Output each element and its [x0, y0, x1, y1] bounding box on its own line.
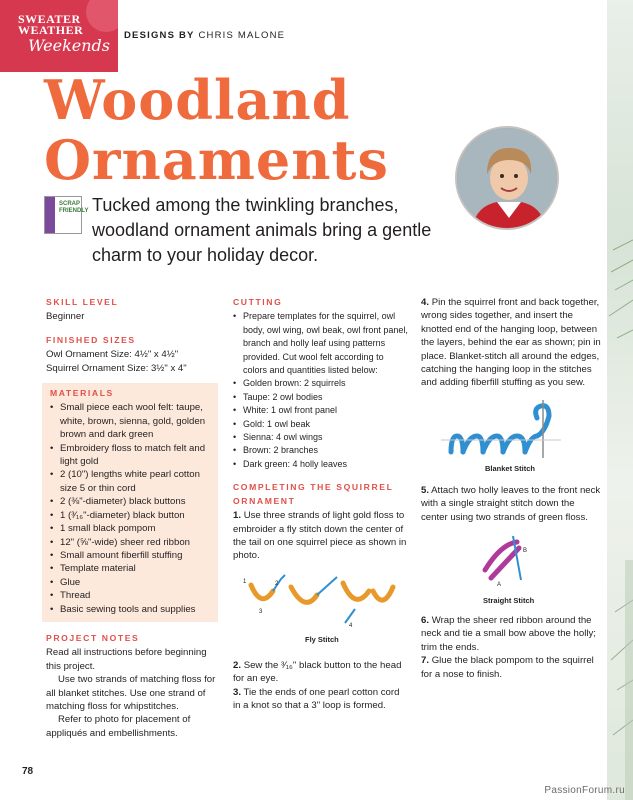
list-item: • Taupe: 2 owl bodies [233, 391, 409, 404]
step-3 [233, 686, 409, 713]
title-line2: Ornaments [44, 128, 389, 192]
byline-prefix: DESIGNS BY [124, 30, 195, 41]
list-item: • 1 small black pompom [50, 522, 214, 535]
list-item: • 2 (⅜"-diameter) black buttons [50, 495, 214, 508]
list-item: • Embroidery floss to match felt and light gold [50, 442, 214, 469]
step-1 [233, 509, 409, 563]
fly-label: 1 [243, 578, 247, 585]
list-item: • Template material [50, 562, 214, 575]
list-item: • White: 1 owl front panel [233, 404, 409, 417]
byline [124, 30, 285, 41]
badge-title [18, 14, 83, 36]
skill-heading: SKILL LEVEL [46, 297, 119, 307]
scrap-icon-line2: FRIENDLY [59, 208, 89, 214]
materials-heading: MATERIALS [50, 388, 114, 399]
step-text: Attach two holly leaves to the front neck with a single straight stitch down the center using two strands of green floss. [421, 484, 601, 523]
blanket-stitch-caption: Blanket Stitch [485, 463, 536, 473]
step-text: Use three strands of light gold floss to embroider a fly stitch down the center of the tail on one squirrel piece as shown in photo. [233, 510, 407, 562]
finished-squirrel: Squirrel Ornament Size: 3½" x 4" [46, 362, 187, 374]
step-text: Tie the ends of one pearl cotton cord in a knot so that a 3" loop is formed. [233, 686, 400, 711]
finished-heading: FINISHED SIZES [46, 334, 136, 345]
notes-p3: Refer to photo for placement of appliqués and embellishments. [46, 714, 191, 739]
fly-stitch-caption: Fly Stitch [305, 634, 339, 644]
step-5 [421, 484, 601, 524]
cutting-intro: • Prepare templates for the squirrel, owl body, owl wing, owl beak, owl front panel, branch and holly leaf using patterns provided. Cut wool felt according to colors and quantities listed below: [233, 310, 409, 377]
cutting-list [233, 310, 409, 471]
straight-label: A [497, 582, 502, 589]
column-3 [421, 296, 601, 681]
list-item: • Small piece each wool felt: taupe, white, brown, sienna, gold, golden brown and dark green [50, 401, 214, 441]
step-number: 2. [233, 659, 242, 671]
notes-heading: PROJECT NOTES [46, 632, 140, 643]
badge-line1: SWEATER [18, 12, 81, 26]
straight-stitch-caption: Straight Stitch [483, 596, 535, 606]
squirrel-heading: COMPLETING THE SQUIRREL ORNAMENT [233, 482, 394, 506]
list-item: • Gold: 1 owl beak [233, 418, 409, 431]
step-number: 7. [421, 655, 430, 667]
page-number: 78 [22, 766, 34, 777]
list-item: • Dark green: 4 holly leaves [233, 458, 409, 471]
column-1 [46, 296, 218, 740]
list-item: • Basic sewing tools and supplies [50, 603, 214, 616]
step-6 [421, 614, 601, 654]
step-text: Wrap the sheer red ribbon around the neck and tie a small bow above the holly; trim the ends. [421, 615, 596, 653]
cutting-heading: CUTTING [233, 297, 283, 307]
skill-value: Beginner [46, 311, 85, 323]
fly-label: 3 [259, 608, 263, 615]
title-line1: Woodland [44, 68, 351, 132]
step-text: Sew the ³⁄₁₆" black button to the head for an eye. [233, 659, 402, 685]
step-number: 1. [233, 510, 242, 522]
materials-box [42, 383, 218, 622]
step-number: 5. [421, 484, 430, 496]
straight-label: B [523, 548, 528, 555]
list-item: • 1 (³⁄₁₆"-diameter) black button [50, 509, 214, 522]
list-item: • Sienna: 4 owl wings [233, 431, 409, 444]
list-item: • Small amount fiberfill stuffing [50, 549, 214, 562]
page-title [44, 70, 389, 190]
intro-text: Tucked among the twinkling branches, woodland ornament animals bring a gentle charm to your holiday decor. [92, 195, 432, 265]
fly-label: 4 [349, 622, 353, 629]
badge-script: Weekends [28, 36, 110, 55]
badge-line2: WEATHER [18, 23, 84, 37]
list-item: • Golden brown: 2 squirrels [233, 377, 409, 390]
series-badge [0, 0, 118, 72]
step-text: Glue the black pompom to the squirrel for a nose to finish. [421, 655, 594, 680]
fly-stitch-illustration [233, 569, 409, 647]
notes-p2: Use two strands of matching floss for all blanket stitches. Use one strand of matching floss for whipstitches. [46, 674, 216, 712]
scrap-icon-text [59, 201, 88, 215]
byline-name: CHRIS MALONE [198, 30, 286, 41]
list-item: • Glue [50, 576, 214, 589]
list-item: • 2 (10") lengths white pearl cotton size 5 or thin cord [50, 468, 214, 495]
step-7 [421, 654, 601, 681]
scrap-friendly-icon [44, 196, 89, 234]
materials-list [50, 401, 214, 616]
step-4 [421, 296, 601, 390]
scrap-icon-bar [45, 197, 55, 233]
straight-stitch-illustration [421, 530, 601, 608]
step-2 [233, 659, 409, 686]
badge-decoration [86, 0, 118, 32]
step-number: 6. [421, 615, 430, 627]
step-number: 3. [233, 686, 242, 698]
scrap-icon-line1: SCRAP [59, 201, 81, 207]
list-item: • Brown: 2 branches [233, 444, 409, 457]
list-item: • 12" (⅝"-wide) sheer red ribbon [50, 536, 214, 549]
column-2 [233, 296, 409, 712]
finished-owl: Owl Ornament Size: 4½" x 4½" [46, 349, 179, 361]
step-number: 4. [421, 297, 430, 308]
pine-branch-decoration [607, 0, 633, 800]
notes-p1: Read all instructions before beginning this project. [46, 647, 207, 672]
fly-label: 2 [275, 580, 279, 587]
watermark: PassionForum.ru [544, 785, 625, 796]
step-text: Pin the squirrel front and back together, wrong sides together, and insert the knotted end of the hanging loop, between the layers, behind the ear as shown; pin in place. Blanket-stitch all around the edges, catching the hanging loop in the stitches and adding fiberfill stuffing as you sew. [421, 297, 601, 389]
blanket-stitch-illustration [421, 396, 601, 478]
list-item: • Thread [50, 589, 214, 602]
